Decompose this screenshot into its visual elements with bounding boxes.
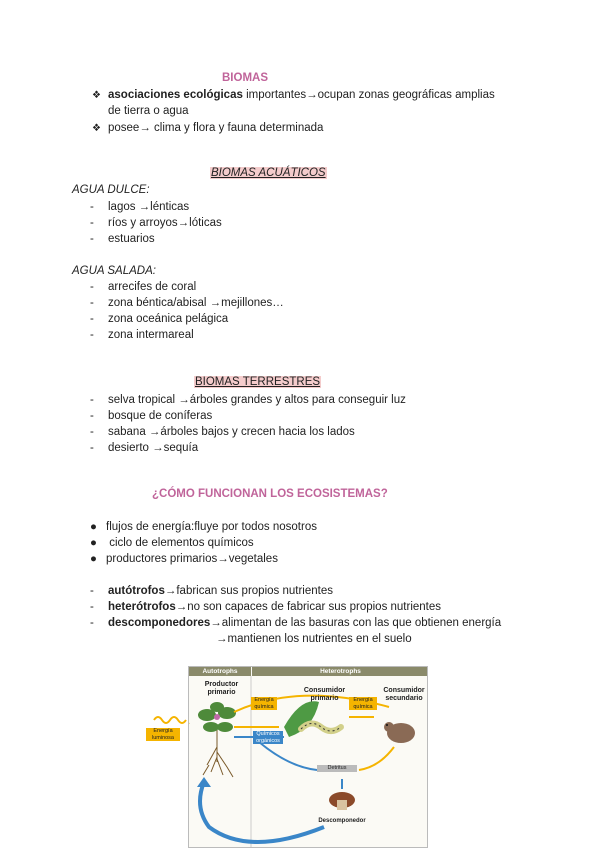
list-item: - arrecifes de coral [90,281,197,293]
ecosystem-diagram [188,666,428,848]
biomas-title: BIOMAS [222,72,268,84]
ecosistemas-title: ¿CÓMO FUNCIONAN LOS ECOSISTEMAS? [152,488,388,500]
caterpillar-icon [301,723,341,731]
chem-energy-box-1: Energía química [251,697,277,710]
list-item: - ríos y arroyos→lóticas [90,217,222,229]
list-item: - descomponedores→alimentan de las basuras con las que obtienen energía [90,617,502,629]
consumer1-label: Consumidor primario [303,687,346,702]
list-item: - heterótrofos→no son capaces de fabricar sus propios nutrientes [90,601,442,613]
flower-icon [214,714,220,720]
list-item: ● flujos de energía:fluye por todos nosotros [90,521,317,533]
list-item: ● ciclo de elementos químicos [90,537,254,549]
biomas-bullet-1 [92,87,495,104]
decomposer-label: Descomponedor [318,818,366,824]
organic-box: Químicos orgánicos [253,731,283,744]
diamond-bullet-icon: ❖ [92,123,101,134]
list-item: - estuarios [90,233,155,245]
list-item: - desierto →sequía [90,442,199,454]
list-item: - lagos →lénticas [90,201,190,213]
plant-icon [203,727,233,777]
biomas-acuaticos-title: BIOMAS ACUÁTICOS [211,167,326,179]
list-item: - selva tropical →árboles grandes y altos para conseguir luz [90,394,406,406]
list-item: - sabana →árboles bajos y crecen hacia los lados [90,426,355,438]
heterotrophs-bar: Heterotrophs [252,667,428,676]
agua-salada-label: AGUA SALADA: [72,265,156,277]
biomas-terrestres-title: BIOMAS TERRESTRES [195,376,321,388]
diamond-bullet-icon: ❖ [92,90,101,101]
sunlight-wave-icon [152,712,192,726]
list-item: - zona oceánica pelágica [90,313,229,325]
list-item: ● productores primarios→vegetales [90,553,278,565]
autotrophs-bar: Autotrophs [189,667,251,676]
agua-dulce-label: AGUA DULCE: [72,184,150,196]
list-item: - autótrofos→fabrican sus propios nutrientes [90,585,333,597]
biomas-bullet-1-cont: de tierra o agua [108,105,189,117]
detritus-box: Detritus [317,765,357,772]
bullet-bold: asociaciones ecológicas [108,89,243,101]
producer-label: Productor primario [204,681,239,696]
bullet-text: posee→ clima y flora y fauna determinada [108,122,324,134]
list-item: - zona intermareal [90,329,194,341]
bullet-text: importantes→ocupan zonas geográficas amplias [242,89,495,101]
nutrient-cycle-arrow [200,782,324,842]
energy-in-box-outside: Energía luminosa [146,728,180,741]
list-item-cont: →mantienen los nutrientes en el suelo [216,633,412,645]
list-item: - zona béntica/abisal →mejillones… [90,297,284,309]
list-item: - bosque de coníferas [90,410,213,422]
consumer2-label: Consumidor secundario [383,687,425,702]
chem-energy-box-2: Energía química [349,697,377,710]
biomas-bullet-2 [92,120,323,137]
